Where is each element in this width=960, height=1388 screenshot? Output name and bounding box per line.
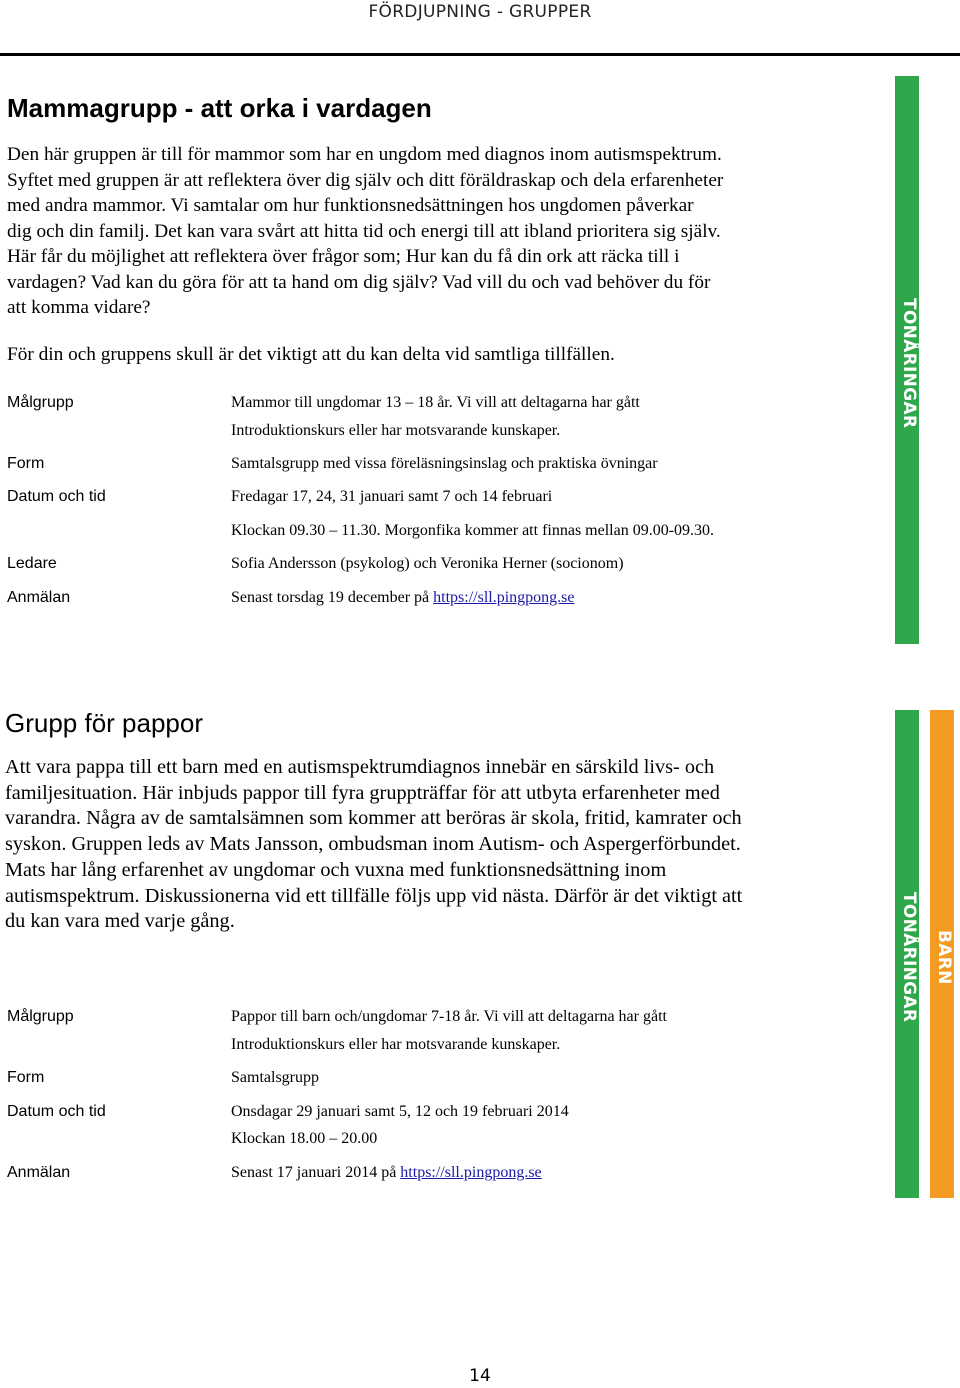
form-value: Samtalsgrupp bbox=[231, 1069, 319, 1086]
tag-tonaringar: TONÅRINGAR bbox=[895, 76, 919, 644]
form-label: Form bbox=[7, 1069, 45, 1086]
section1-body bbox=[7, 142, 887, 321]
malgrupp-value: Pappor till barn och/ungdomar 7-18 år. Vi vill att deltagarna har gått bbox=[231, 1008, 667, 1025]
section2-line: autismspektrum. Diskussionerna vid ett tillfälle följs upp vid nästa. Därför är det viktigt att bbox=[5, 884, 743, 907]
page-header: FÖRDJUPNING - GRUPPER bbox=[368, 2, 592, 22]
header-rule bbox=[0, 53, 960, 56]
pingpong-link[interactable]: https://sll.pingpong.se bbox=[400, 1164, 542, 1181]
form-value: Samtalsgrupp med vissa föreläsningsinslag och praktiska övningar bbox=[231, 455, 658, 472]
section1-line: dig och din familj. Det kan vara svårt att hitta tid och energi till att ibland prioritera sig själv. bbox=[7, 220, 721, 242]
section2-line: Mats har lång erfarenhet av ungdomar och vuxna med funktionsnedsättning inom bbox=[5, 858, 667, 881]
datum-value: Fredagar 17, 24, 31 januari samt 7 och 14 februari bbox=[231, 488, 553, 505]
section2-line: Att vara pappa till ett barn med en autismspektrumdiagnos innebär en särskild livs- och bbox=[5, 756, 715, 778]
tag-barn: BARN bbox=[930, 710, 954, 1198]
form-label: Form bbox=[7, 455, 45, 472]
section2-line: syskon. Gruppen leds av Mats Jansson, ombudsman inom Autism- och Aspergerförbundet. bbox=[5, 833, 741, 856]
section2-body bbox=[5, 755, 885, 935]
malgrupp-value: Introduktionskurs eller har motsvarande kunskaper. bbox=[231, 422, 561, 439]
datum-label: Datum och tid bbox=[7, 1103, 106, 1120]
anmalan-text: Senast 17 januari 2014 på bbox=[231, 1164, 401, 1181]
klockan-value: Klockan 09.30 – 11.30. Morgonfika kommer att finnas mellan 09.00-09.30. bbox=[231, 522, 715, 539]
section1-line: att komma vidare? bbox=[7, 297, 151, 318]
section1-closing: För din och gruppens skull är det viktigt att du kan delta vid samtliga tillfällen. bbox=[7, 344, 615, 365]
section2-line: varandra. Några av de samtalsämnen som kommer att beröras är skola, fritid, kamrater och bbox=[5, 807, 742, 830]
page-number: 14 bbox=[469, 1366, 491, 1386]
ledare-label: Ledare bbox=[7, 555, 57, 572]
anmalan-value bbox=[231, 1164, 542, 1182]
section1-line: Här får du möjlighet att reflektera över frågor som; Hur kan du få din ork att räcka till i bbox=[7, 246, 680, 267]
pingpong-link[interactable]: https://sll.pingpong.se bbox=[433, 589, 575, 606]
section1-line: vardagen? Vad kan du göra för att ta hand om dig själv? Vad vill du och vad behöver du för bbox=[7, 271, 711, 293]
anmalan-label: Anmälan bbox=[7, 589, 71, 606]
anmalan-text: Senast torsdag 19 december på bbox=[231, 589, 434, 606]
ledare-value: Sofia Andersson (psykolog) och Veronika Herner (socionom) bbox=[231, 555, 624, 572]
malgrupp-label: Målgrupp bbox=[7, 1008, 74, 1025]
datum-value: Onsdagar 29 januari samt 5, 12 och 19 februari 2014 bbox=[231, 1103, 569, 1120]
section1-line: med andra mammor. Vi samtalar om hur funktionsnedsättningen hos ungdomen påverkar bbox=[7, 195, 694, 216]
tag-tonaringar: TONÅRINGAR bbox=[895, 710, 919, 1198]
malgrupp-label: Målgrupp bbox=[7, 394, 74, 411]
malgrupp-value: Introduktionskurs eller har motsvarande kunskaper. bbox=[231, 1036, 561, 1053]
datum-label: Datum och tid bbox=[7, 488, 106, 505]
section1-line: Den här gruppen är till för mammor som har en ungdom med diagnos inom autismspektrum. bbox=[7, 144, 722, 165]
section1-line: Syftet med gruppen är att reflektera över dig själv och ditt föräldraskap och dela erfarenheter bbox=[7, 169, 724, 191]
section-title-mammagrupp: Mammagrupp - att orka i vardagen bbox=[7, 93, 432, 123]
section2-line: familjesituation. Här inbjuds pappor till fyra gruppträffar för att utbyta erfarenheter med bbox=[5, 781, 720, 804]
klockan-value: Klockan 18.00 – 20.00 bbox=[231, 1130, 378, 1147]
anmalan-label: Anmälan bbox=[7, 1164, 71, 1181]
section2-line: du kan vara med varje gång. bbox=[5, 910, 235, 933]
malgrupp-value: Mammor till ungdomar 13 – 18 år. Vi vill att deltagarna har gått bbox=[231, 394, 640, 411]
anmalan-value bbox=[231, 589, 575, 607]
section-title-pappor: Grupp för pappor bbox=[5, 708, 204, 738]
